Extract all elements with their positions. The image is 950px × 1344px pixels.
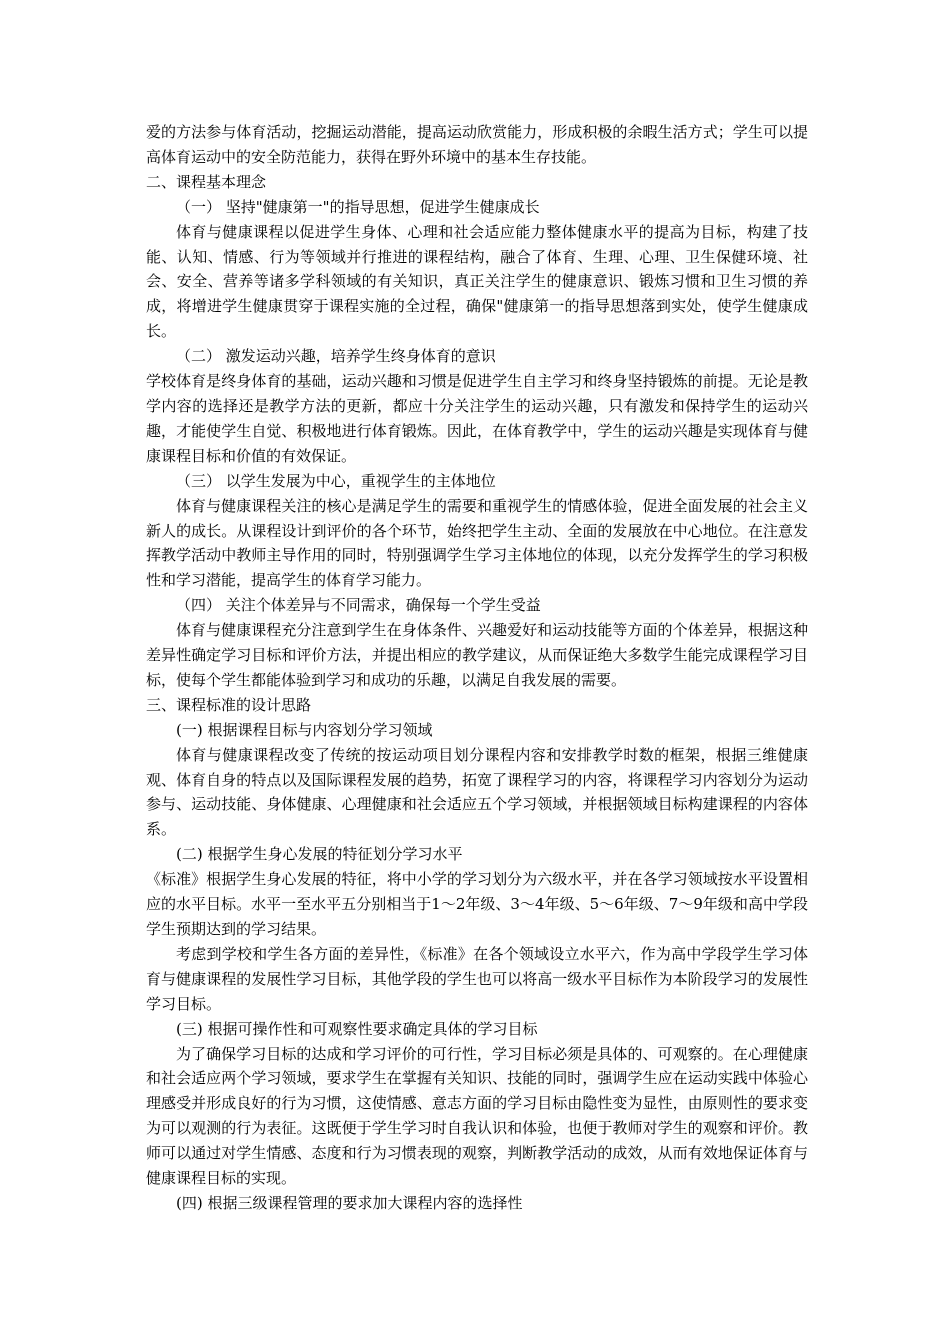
subsection-heading: (二) 根据学生身心发展的特征划分学习水平 [176,845,463,864]
subsection-heading: （三） 以学生发展为中心，重视学生的主体地位 [176,471,496,490]
body-paragraph: 爱的方法参与体育活动，挖掘运动潜能，提高运动欣赏能力，形成积极的余暇生活方式；学生可以提高体育运动中的安全防范能力，获得在野外环境中的基本生存技能。 [146,123,808,166]
subsection-heading: （二） 激发运动兴趣，培养学生终身体育的意识 [176,347,496,366]
subsection-heading: （一） 坚持"健康第一"的指导思想，促进学生健康成长 [176,197,540,216]
body-paragraph: 考虑到学校和学生各方面的差异性，《标准》在各个领域设立水平六，作为高中学段学生学习体育与健康课程的发展性学习目标，其他学段的学生也可以将高一级水平目标作为本阶段学习的发展性学习目标。 [146,944,808,1013]
body-paragraph: 体育与健康课程充分注意到学生在身体条件、兴趣爱好和运动技能等方面的个体差异，根据这种差异性确定学习目标和评价方法，并提出相应的教学建议，从而保证绝大多数学生能完成课程学习目标，使每个学生都能体验到学习和成功的乐趣，以满足自我发展的需要。 [146,621,808,689]
subsection-heading: (一) 根据课程目标与内容划分学习领域 [176,720,433,739]
section-heading: 二、课程基本理念 [146,172,267,191]
subsection-heading: （四） 关注个体差异与不同需求，确保每一个学生受益 [176,596,541,615]
body-paragraph: 体育与健康课程改变了传统的按运动项目划分课程内容和安排教学时数的框架，根据三维健康观、体育自身的特点以及国际课程发展的趋势，拓宽了课程学习的内容，将课程学习内容划分为运动参与、运动技能、身体健康、心理健康和社会适应五个学习领域，并根据领域目标构建课程的内容体系。 [146,745,808,839]
body-paragraph: 《标准》根据学生身心发展的特征，将中小学的学习划分为六级水平，并在各学习领域按水平设置相应的水平目标。水平一至水平五分别相当于1～2年级、3～4年级、5～6年级、7～9年级和高中学段学生预期达到的学习结果。 [146,870,808,938]
subsection-heading: (三) 根据可操作性和可观察性要求确定具体的学习目标 [176,1019,538,1038]
body-paragraph: 学校体育是终身体育的基础，运动兴趣和习惯是促进学生自主学习和终身坚持锻炼的前提。无论是教学内容的选择还是教学方法的更新，都应十分关注学生的运动兴趣，只有激发和保持学生的运动兴趣，才能使学生自觉、积极地进行体育锻炼。因此，在体育教学中，学生的运动兴趣是实现体育与健康课程目标和价值的有效保证。 [146,372,808,465]
subsection-heading: (四) 根据三级课程管理的要求加大课程内容的选择性 [176,1193,523,1212]
document-page [146,120,808,1216]
body-paragraph: 为了确保学习目标的达成和学习评价的可行性，学习目标必须是具体的、可观察的。在心理健康和社会适应两个学习领域，要求学生在掌握有关知识、技能的同时，强调学生应在运动实践中体验心理感受并形成良好的行为习惯，这使情感、意志方面的学习目标由隐性变为显性，由原则性的要求变为可以观测的行为表征。这既便于学生学习时自我认识和体验，也便于教师对学生的观察和评价。教师可以通过对学生情感、态度和行为习惯表现的观察，判断教学活动的成效，从而有效地保证体育与健康课程目标的实现。 [146,1044,808,1188]
body-paragraph: 体育与健康课程关注的核心是满足学生的需要和重视学生的情感体验，促进全面发展的社会主义新人的成长。从课程设计到评价的各个环节，始终把学生主动、全面的发展放在中心地位。在注意发挥教学活动中教师主导作用的同时，特别强调学生学习主体地位的体现，以充分发挥学生的学习积极性和学习潜能，提高学生的体育学习能力。 [146,496,808,590]
body-paragraph: 体育与健康课程以促进学生身体、心理和社会适应能力整体健康水平的提高为目标，构建了技能、认知、情感、行为等领域并行推进的课程结构，融合了体育、生理、心理、卫生保健环境、社会、安全、营养等诸多学科领域的有关知识，真正关注学生的健康意识、锻炼习惯和卫生习惯的养成，将增进学生健康贯穿于课程实施的全过程，确保"健康第一的指导思想落到实处，使学生健康成长。 [146,222,808,341]
section-heading: 三、课程标准的设计思路 [146,695,312,714]
